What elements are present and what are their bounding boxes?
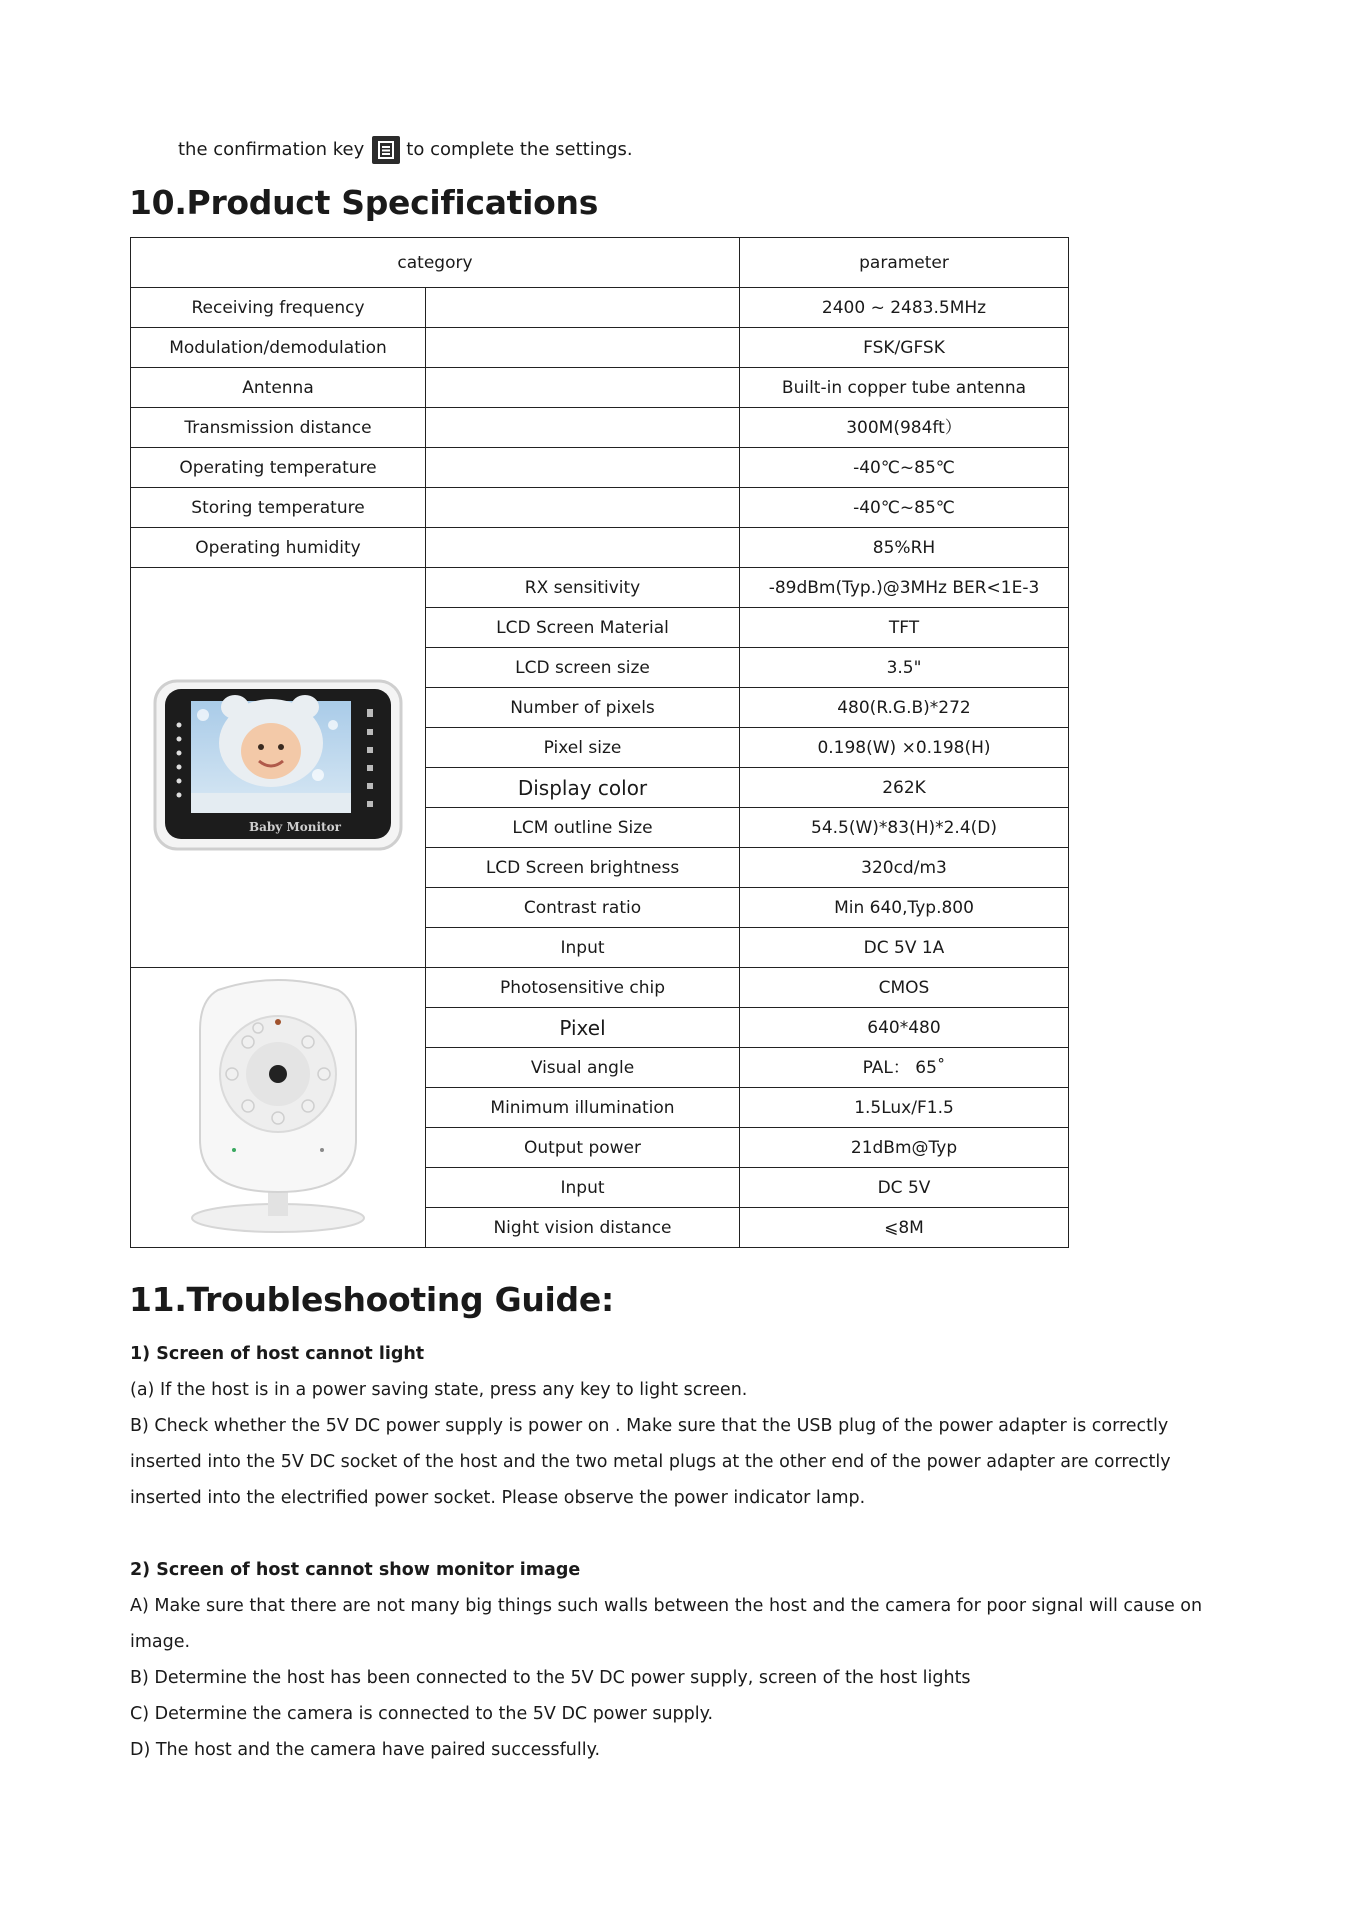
row-label: LCD Screen Material — [426, 608, 740, 648]
section-2-title: 2) Screen of host cannot show monitor image — [130, 1560, 581, 1580]
camera-image — [178, 970, 378, 1240]
row-value: ⩽8M — [740, 1208, 1069, 1248]
row-label: Photosensitive chip — [426, 968, 740, 1008]
header-category: category — [131, 238, 740, 288]
row-value: Min 640,Typ.800 — [740, 888, 1069, 928]
baby-monitor-image — [143, 665, 413, 865]
row-value: 262K — [740, 768, 1069, 808]
row-value: Built-in copper tube antenna — [740, 368, 1069, 408]
row-label: Pixel — [426, 1008, 740, 1048]
section-2-item-d: D) The host and the camera have paired successfully. — [130, 1740, 601, 1760]
row-value: 320cd/m3 — [740, 848, 1069, 888]
row-empty-cell — [426, 368, 740, 408]
row-label: LCD screen size — [426, 648, 740, 688]
table-row — [131, 448, 1069, 488]
row-label: Contrast ratio — [426, 888, 740, 928]
row-value: -40℃~85℃ — [740, 488, 1069, 528]
row-value: PAL： 65˚ — [740, 1048, 1069, 1088]
table-row — [131, 408, 1069, 448]
row-value: 85%RH — [740, 528, 1069, 568]
header-parameter: parameter — [740, 238, 1069, 288]
row-label: Pixel size — [426, 728, 740, 768]
row-value: 3.5" — [740, 648, 1069, 688]
table-row — [131, 568, 1069, 608]
menu-key-icon — [372, 136, 400, 164]
section-1-title: 1) Screen of host cannot light — [130, 1344, 425, 1364]
row-value: TFT — [740, 608, 1069, 648]
spec-table — [130, 237, 1069, 1248]
table-row — [131, 368, 1069, 408]
row-value: DC 5V 1A — [740, 928, 1069, 968]
spec-heading: 10.Product Specifications — [129, 183, 599, 222]
row-value: FSK/GFSK — [740, 328, 1069, 368]
table-row — [131, 488, 1069, 528]
troubleshooting-body — [130, 1336, 1240, 1768]
table-row — [131, 328, 1069, 368]
section-2-item-a: A) Make sure that there are not many big things such walls between the host and the camera for poor signal will cause on image. — [130, 1596, 1203, 1652]
row-value: DC 5V — [740, 1168, 1069, 1208]
row-label: LCD Screen brightness — [426, 848, 740, 888]
row-value: 0.198(W) ×0.198(H) — [740, 728, 1069, 768]
section-2-item-c: C) Determine the camera is connected to the 5V DC power supply. — [130, 1704, 714, 1724]
table-row — [131, 528, 1069, 568]
row-label: RX sensitivity — [426, 568, 740, 608]
row-value: 54.5(W)*83(H)*2.4(D) — [740, 808, 1069, 848]
row-value: 480(R.G.B)*272 — [740, 688, 1069, 728]
row-value: CMOS — [740, 968, 1069, 1008]
intro-after-text: to complete the settings. — [406, 139, 633, 160]
row-label: Modulation/demodulation — [131, 328, 426, 368]
section-1-item-b: B) Check whether the 5V DC power supply is power on . Make sure that the USB plug of the power adapter is correctly inserted into the 5V DC socket of the host and the two metal plugs at the other end of the power adapter are correctly inserted into the electrified power socket. Please observe the power indicator lamp. — [130, 1416, 1171, 1508]
row-label: LCM outline Size — [426, 808, 740, 848]
row-empty-cell — [426, 528, 740, 568]
monitor-image-cell — [131, 568, 426, 968]
spacer — [130, 1516, 1240, 1552]
row-label: Input — [426, 928, 740, 968]
intro-line — [178, 136, 633, 164]
row-label: Number of pixels — [426, 688, 740, 728]
troubleshooting-heading: 11.Troubleshooting Guide: — [129, 1280, 614, 1319]
row-value: 1.5Lux/F1.5 — [740, 1088, 1069, 1128]
row-empty-cell — [426, 488, 740, 528]
row-label: Output power — [426, 1128, 740, 1168]
section-1-item-a: (a) If the host is in a power saving state, press any key to light screen. — [130, 1380, 748, 1400]
row-label: Night vision distance — [426, 1208, 740, 1248]
row-label: Storing temperature — [131, 488, 426, 528]
row-value: -40℃~85℃ — [740, 448, 1069, 488]
table-header-row — [131, 238, 1069, 288]
row-value: 640*480 — [740, 1008, 1069, 1048]
row-label: Visual angle — [426, 1048, 740, 1088]
row-empty-cell — [426, 288, 740, 328]
camera-image-cell — [131, 968, 426, 1248]
table-row — [131, 968, 1069, 1008]
row-label: Transmission distance — [131, 408, 426, 448]
row-label: Display color — [426, 768, 740, 808]
table-row — [131, 288, 1069, 328]
row-label: Input — [426, 1168, 740, 1208]
intro-before-text: the confirmation key — [178, 139, 365, 160]
row-label: Minimum illumination — [426, 1088, 740, 1128]
row-empty-cell — [426, 408, 740, 448]
row-empty-cell — [426, 448, 740, 488]
row-empty-cell — [426, 328, 740, 368]
row-label: Receiving frequency — [131, 288, 426, 328]
section-2-item-b: B) Determine the host has been connected to the 5V DC power supply, screen of the host lights — [130, 1668, 971, 1688]
row-value: 300M(984ft） — [740, 408, 1069, 448]
row-label: Antenna — [131, 368, 426, 408]
monitor-brand-text: Baby Monitor — [249, 820, 341, 834]
row-label: Operating temperature — [131, 448, 426, 488]
row-value: -89dBm(Typ.)@3MHz BER<1E-3 — [740, 568, 1069, 608]
row-label: Operating humidity — [131, 528, 426, 568]
row-value: 21dBm@Typ — [740, 1128, 1069, 1168]
row-value: 2400 ~ 2483.5MHz — [740, 288, 1069, 328]
